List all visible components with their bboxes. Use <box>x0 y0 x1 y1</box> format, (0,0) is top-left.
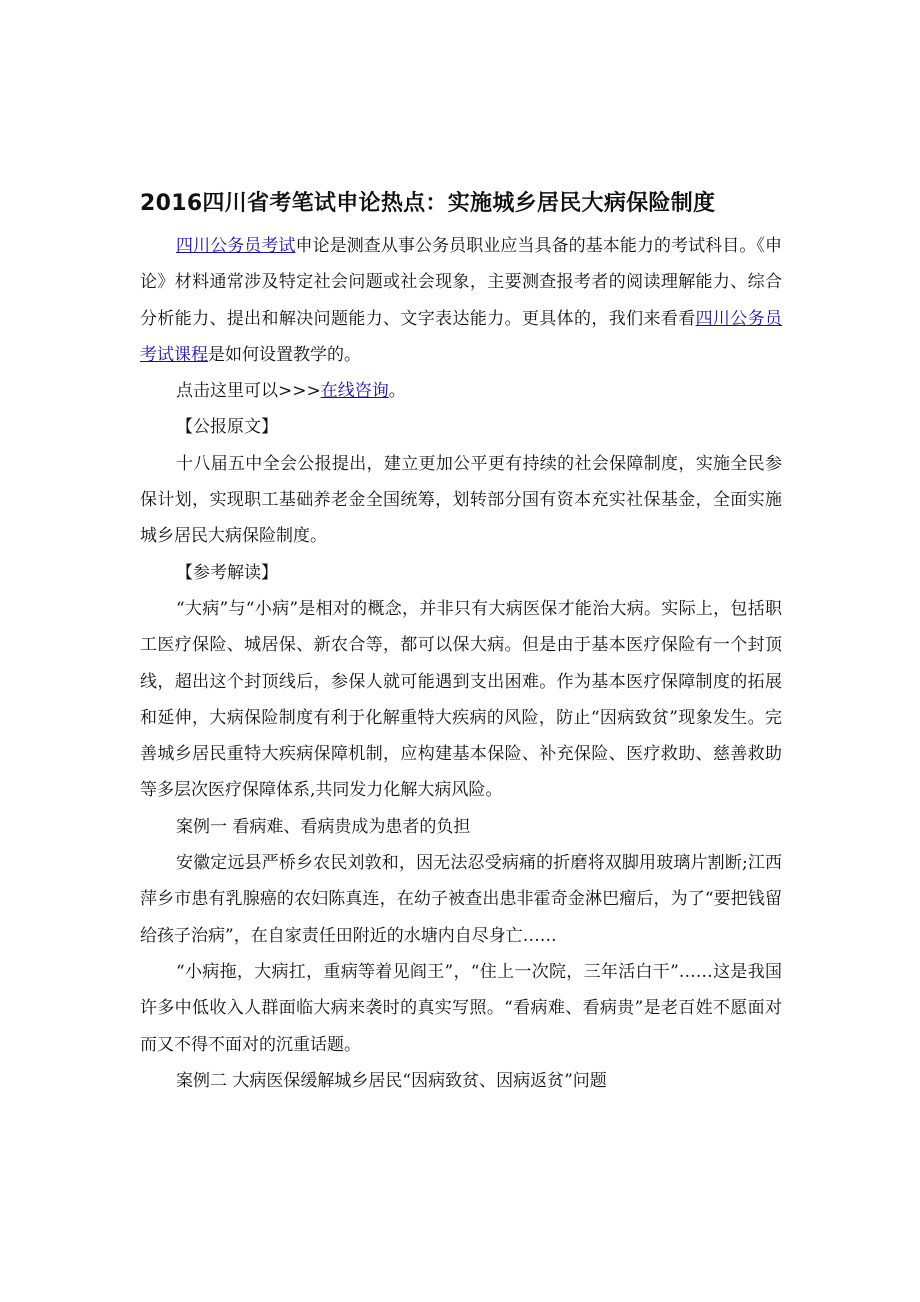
intro-text-1: 申论是测查从事公务员职业应当具备的基本能力的考试科目。《申论》材料通常涉及特定社会问题或社会现象，主要测查报考者的阅读理解能力、综合分析能力、提出和解决问题能力、文字表达能力。更具体的，我们来看看 <box>140 236 782 329</box>
consult-suffix: 。 <box>388 381 406 402</box>
intro-text-2: 是如何设置教学的。 <box>208 344 361 365</box>
sichuan-civil-service-exam-link[interactable]: 四川公务员考试 <box>176 236 296 256</box>
section-body-interpretation: “大病”与“小病”是相对的概念，并非只有大病医保才能治大病。实际上，包括职工医疗保险、城居保、新农合等，都可以保大病。但是由于基本医疗保险有一个封顶线，超出这个封顶线后，参保人就可能遇到支出困难。作为基本医疗保障制度的拓展和延伸，大病保险制度有利于化解重特大疾病的风险，防止“因病致贫”现象发生。完善城乡居民重特大疾病保障机制，应构建基本保险、补充保险、医疗救助、慈善救助等多层次医疗保障体系,共同发力化解大病风险。 <box>140 598 782 801</box>
section-body-original: 十八届五中全会公报提出，建立更加公平更有持续的社会保障制度，实施全民参保计划，实现职工基础养老金全国统筹，划转部分国有资本充实社保基金，全面实施城乡居民大病保险制度。 <box>140 453 782 547</box>
case1-paragraph-1: 安徽定远县严桥乡农民刘敦和，因无法忍受病痛的折磨将双脚用玻璃片割断;江西萍乡市患有乳腺癌的农妇陈真连，在幼子被查出患非霍奇金淋巴瘤后，为了“要把钱留给孩子治病”，在自家责任田附近的水塘内自尽身亡…… <box>140 853 782 946</box>
intro-paragraph <box>140 228 782 373</box>
case1-heading: 案例一 看病难、看病贵成为患者的负担 <box>176 816 471 837</box>
online-consult-link[interactable]: 在线咨询 <box>320 381 389 402</box>
case2-heading: 案例二 大病医保缓解城乡居民“因病致贫、因病返贫”问题 <box>176 1070 607 1091</box>
case1-paragraph-2: “小病拖，大病扛，重病等着见阎王”，“住上一次院，三年活白干”……这是我国许多中低收入人群面临大病来袭时的真实写照。“看病难、看病贵”是老百姓不愿面对而又不得不面对的沉重话题。 <box>140 961 782 1055</box>
document-page <box>140 184 782 1099</box>
document-title: 2016四川省考笔试申论热点：实施城乡居民大病保险制度 <box>140 191 716 216</box>
section-heading-interpretation: 【参考解读】 <box>176 562 278 583</box>
consult-paragraph <box>140 373 782 409</box>
section-heading-original: 【公报原文】 <box>176 417 278 438</box>
sichuan-exam-course-link[interactable]: 四川公务员考试课程 <box>140 308 783 365</box>
consult-prefix: 点击这里可以>>> <box>176 381 321 402</box>
